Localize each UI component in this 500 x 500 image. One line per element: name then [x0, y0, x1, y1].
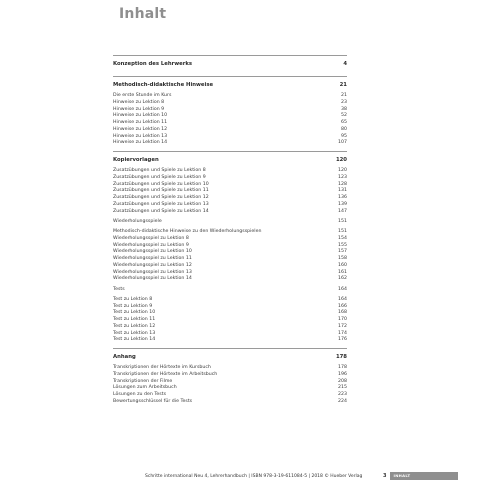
toc-entry[interactable] — [113, 263, 347, 270]
toc-entry-label: Wiederholungsspiel zu Lektion 9 — [113, 242, 189, 248]
page-number: 3 — [383, 473, 387, 479]
toc-entry-label: Hinweise zu Lektion 9 — [113, 106, 165, 112]
toc-entry[interactable] — [113, 127, 347, 134]
page-tag — [383, 472, 458, 480]
subsection-title: Tests — [113, 287, 125, 292]
toc-entry-label: Test zu Lektion 13 — [113, 330, 156, 336]
toc-entry-label: Test zu Lektion 9 — [113, 303, 153, 309]
toc-entry[interactable] — [113, 372, 347, 379]
toc-entry-label: Hinweise zu Lektion 14 — [113, 140, 168, 146]
toc-entry[interactable] — [113, 168, 347, 175]
toc-entry-page: 120 — [338, 168, 347, 173]
toc-entry[interactable] — [113, 392, 347, 399]
section-kopiervorlagen — [113, 151, 347, 348]
toc-entry-page: 80 — [341, 126, 347, 132]
section-heading[interactable] — [113, 77, 347, 88]
toc-entry-label: Wiederholungsspiel zu Lektion 12 — [113, 262, 192, 268]
toc-entry-page: 223 — [338, 392, 347, 397]
toc-entry-page: 172 — [338, 323, 347, 329]
toc-entry-page: 38 — [341, 106, 347, 112]
toc-entry-page: 215 — [338, 385, 347, 391]
section-konzeption — [113, 55, 347, 76]
entry-list — [113, 365, 347, 406]
toc-entry-label: Methodisch-didaktische Hinweise zu den Wiederholungsspielen — [113, 229, 262, 234]
toc-entry[interactable] — [113, 385, 347, 392]
toc-entry[interactable] — [113, 202, 347, 209]
toc-entry[interactable] — [113, 100, 347, 107]
toc-entry[interactable] — [113, 120, 347, 127]
section-hinweise — [113, 76, 347, 151]
toc-entry-page: 162 — [338, 276, 347, 282]
toc-entry-label: Transkriptionen der Hörtexte im Kursbuch — [113, 365, 211, 370]
toc-entry-label: Transkriptionen der Hörtexte im Arbeitsbuch — [113, 371, 218, 377]
toc-entry-page: 128 — [338, 181, 347, 187]
toc-entry[interactable] — [113, 113, 347, 120]
toc-entry-page: 166 — [338, 303, 347, 309]
entry-list — [113, 229, 347, 283]
toc-entry-label: Zusatzübungen und Spiele zu Lektion 14 — [113, 208, 209, 214]
toc-entry-label: Zusatzübungen und Spiele zu Lektion 13 — [113, 201, 209, 207]
toc-entry-page: 176 — [338, 337, 347, 343]
toc-entry[interactable] — [113, 188, 347, 195]
toc-entry-label: Zusatzübungen und Spiele zu Lektion 12 — [113, 195, 209, 200]
toc-entry[interactable] — [113, 365, 347, 372]
toc-entry-label: Wiederholungsspiel zu Lektion 10 — [113, 249, 192, 255]
toc-entry-page: 95 — [341, 133, 347, 139]
section-page: 4 — [343, 61, 347, 67]
section-heading[interactable] — [113, 349, 347, 360]
toc-entry[interactable] — [113, 317, 347, 324]
toc-entry-page: 139 — [338, 201, 347, 207]
toc-entry-label: Hinweise zu Lektion 10 — [113, 113, 168, 119]
toc-entry-label: Zusatzübungen und Spiele zu Lektion 11 — [113, 188, 209, 194]
subsection-page: 151 — [338, 219, 347, 225]
toc-entry-label: Wiederholungsspiel zu Lektion 11 — [113, 256, 192, 261]
toc-entry-page: 164 — [338, 296, 347, 302]
toc-entry-page: 21 — [341, 93, 347, 98]
toc-entry-page: 224 — [338, 398, 347, 404]
toc-entry[interactable] — [113, 140, 347, 147]
toc-entry[interactable] — [113, 249, 347, 256]
toc-entry[interactable] — [113, 93, 347, 100]
toc-entry-page: 107 — [338, 140, 347, 146]
subsection-title: Wiederholungsspiele — [113, 219, 162, 225]
toc-entry-label: Test zu Lektion 11 — [113, 317, 156, 322]
toc-entry-label: Wiederholungsspiel zu Lektion 8 — [113, 235, 189, 241]
toc-entry-page: 136 — [338, 195, 347, 200]
toc-entry-label: Hinweise zu Lektion 12 — [113, 126, 168, 132]
toc-entry-page: 151 — [338, 229, 347, 234]
toc-entry-label: Wiederholungsspiel zu Lektion 13 — [113, 269, 192, 275]
section-heading[interactable] — [113, 152, 347, 163]
section-page: 21 — [339, 82, 347, 88]
toc-entry-page: 178 — [338, 365, 347, 370]
toc-entry[interactable] — [113, 256, 347, 263]
section-title: Methodisch-didaktische Hinweise — [113, 82, 214, 88]
entry-list — [113, 297, 347, 344]
toc-entry[interactable] — [113, 209, 347, 216]
entry-list — [113, 168, 347, 215]
toc-entry[interactable] — [113, 236, 347, 243]
page-title: Inhalt — [119, 6, 167, 22]
entry-list — [113, 93, 347, 147]
toc-entry-label: Bewertungsschlüssel für die Tests — [113, 398, 193, 404]
toc-entry-label: Zusatzübungen und Spiele zu Lektion 9 — [113, 174, 206, 180]
toc-entry[interactable] — [113, 337, 347, 344]
toc-entry-label: Lösungen zum Arbeitsbuch — [113, 385, 177, 391]
toc-entry-page: 154 — [338, 235, 347, 241]
toc-entry-page: 157 — [338, 249, 347, 255]
toc-entry-page: 196 — [338, 371, 347, 377]
toc-entry[interactable] — [113, 310, 347, 317]
section-title: Konzeption des Lehrwerks — [113, 61, 192, 67]
toc-entry[interactable] — [113, 324, 347, 331]
toc-entry-page: 174 — [338, 330, 347, 336]
toc-entry[interactable] — [113, 276, 347, 283]
toc-entry-page: 123 — [338, 174, 347, 180]
toc-entry-label: Test zu Lektion 12 — [113, 323, 156, 329]
toc-entry-label: Hinweise zu Lektion 11 — [113, 120, 168, 125]
toc-entry-label: Hinweise zu Lektion 8 — [113, 99, 165, 105]
toc-entry-label: Zusatzübungen und Spiele zu Lektion 8 — [113, 168, 206, 173]
toc-entry-page: 131 — [338, 188, 347, 194]
page-tag-label: INHALT — [390, 472, 458, 480]
toc-entry-label: Transkriptionen der Filme — [113, 378, 173, 384]
toc-entry-page: 161 — [338, 269, 347, 275]
toc-entry-label: Test zu Lektion 10 — [113, 310, 156, 316]
toc-entry[interactable] — [113, 399, 347, 406]
section-title: Kopiervorlagen — [113, 157, 159, 163]
section-heading[interactable] — [113, 56, 347, 67]
section-anhang — [113, 348, 347, 406]
section-page: 120 — [335, 157, 347, 163]
toc-entry[interactable] — [113, 229, 347, 236]
toc-entry-page: 168 — [338, 310, 347, 316]
section-page: 178 — [335, 354, 347, 360]
toc-entry-page: 170 — [338, 317, 347, 322]
toc-entry-label: Zusatzübungen und Spiele zu Lektion 10 — [113, 181, 209, 187]
toc-entry-page: 208 — [338, 378, 347, 384]
toc-entry[interactable] — [113, 297, 347, 304]
toc-entry-page: 160 — [338, 262, 347, 268]
subsection-heading[interactable] — [113, 219, 347, 226]
toc-entry-page: 155 — [338, 242, 347, 248]
toc-entry-page: 52 — [341, 113, 347, 119]
toc-entry-page: 23 — [341, 99, 347, 105]
section-title: Anhang — [113, 354, 136, 360]
subsection-heading[interactable] — [113, 287, 347, 294]
toc-entry-page: 158 — [338, 256, 347, 261]
subsection-page: 164 — [338, 287, 347, 292]
toc-entry-label: Die erste Stunde im Kurs — [113, 93, 172, 98]
toc-entry-label: Test zu Lektion 14 — [113, 337, 156, 343]
toc-entry-page: 65 — [341, 120, 347, 125]
table-of-contents — [113, 55, 347, 406]
toc-entry[interactable] — [113, 175, 347, 182]
footer-credits: Schritte international Neu 4, Lehrerhandbuch | ISBN 978-3-19-611084-5 | 2018 © Hueber Verlag — [145, 474, 363, 479]
toc-entry[interactable] — [113, 195, 347, 202]
toc-entry-label: Lösungen zu den Tests — [113, 392, 167, 397]
toc-entry-label: Hinweise zu Lektion 13 — [113, 133, 168, 139]
toc-entry-label: Test zu Lektion 8 — [113, 296, 153, 302]
toc-entry-label: Wiederholungsspiel zu Lektion 14 — [113, 276, 192, 282]
toc-entry-page: 147 — [338, 208, 347, 214]
